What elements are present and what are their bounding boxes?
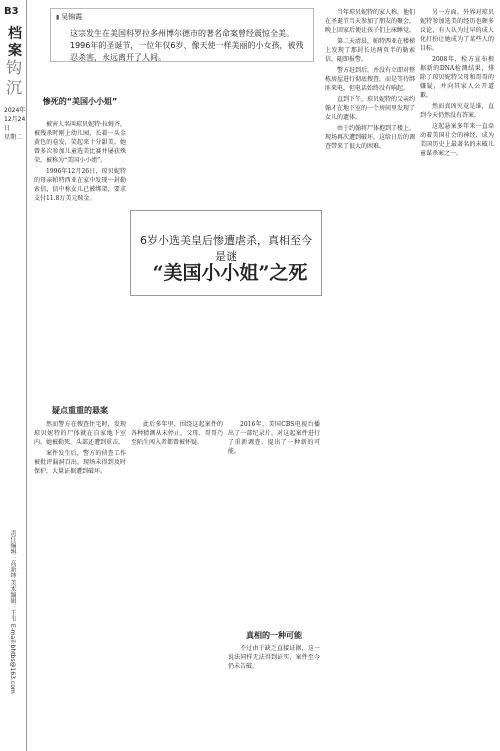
paragraph: 当年琼贝妮特的家人称，他们在圣诞节当天参加了朋友的聚会，晚上回家后便让孩子们上床睡觉。 [325,9,415,34]
headline-title: “美国小小姐”之死 [152,262,308,284]
headline-subtitle: 6岁小选美皇后惨遭虐杀，真相至今是谜 [140,234,312,263]
article-column-2 [131,420,223,744]
paragraph: 不过由于缺乏直接证据，这一说法同样无法得到证实，案件至今仍未告破。 [228,645,320,670]
paragraph: 然而警方在搜查住宅时，发现琼贝妮特的尸体就在自家地下室内，她被勒死，头部还遭到重击。 [34,421,126,446]
date-day: 12月24日 [4,116,26,132]
section-subname: 钩沉 [6,58,23,97]
paragraph: 警方赶到后，并没有立即对整栋房屋进行彻底搜查，而是等待绑匪来电，但电话始终没有响起。 [325,67,415,92]
section-name: 档案 [8,26,22,59]
article-column-1b [34,420,126,744]
article-column-1 [34,120,126,298]
article-column-3b [228,644,320,744]
section3-heading: 真相的一种可能 [246,631,302,640]
paragraph: 直到下午，琼贝妮特的父亲约翰才在地下室的一个房间里发现了女儿的遗体。 [325,96,415,121]
paragraph: 第二天清晨，帕特西亚在楼梯上发现了那封长达两页半的勒索信，随即报警。 [325,38,415,63]
paragraph: 此后多年里，围绕这起案件的各种猜测从未停止，父母、哥哥乃至陌生闯入者都曾被怀疑。 [131,421,223,446]
paragraph: 2016年，美国CBS电视台播出了一部纪录片，对这起案件进行了重新调查，提出了一种新的可能。 [228,421,320,455]
paragraph: 2008年，检方宣布根据新的DNA检测结果，排除了琼贝妮特父母和哥哥的嫌疑，并向其家人公开道歉。 [420,56,494,99]
paragraph: 被害人名叫琼贝妮特·拉姆齐，被残杀时刚上幼儿园，长着一头金黄色的卷发，笑起来十分甜美。她曾多次参加儿童选美比赛并屡获殊荣，被称为“美国小小姐”。 [34,121,126,164]
paragraph: 案件发生后，警方的侦查工作被批评漏洞百出，现场未得到及时保护，大量证据遭到破坏。 [34,450,126,475]
lead-paragraph: 这宗发生在美国科罗拉多州博尔德市的著名命案曾经震惊全美。1996年的圣诞节，一位年仅6岁、像天使一样美丽的小女孩，被残忍杀害，永远离开了人间。 [70,29,304,62]
date-year: 2024年 [4,107,26,114]
section2-heading: 疑点重重的悬案 [52,406,108,415]
author-byline: ▮ 吴锦霞 [56,12,82,22]
paragraph: 然而真凶究竟是谁，直到今天仍然没有答案。 [420,103,494,119]
article-column-5 [420,8,494,744]
issue-date [4,106,26,142]
paragraph: 另一方面，外界对琼贝妮特参加选美的经历也颇多议论，有人认为过早的成人化打扮让她成为了某些人的目标。 [420,9,494,52]
paragraph: 1996年12月26日，琼贝妮特的母亲帕特西亚在家中发现一封勒索信，信中称女儿已被绑架，要求支付11.8万美元赎金。 [34,168,126,202]
paragraph: 这起悬案多年来一直牵动着美国社会的神经，成为美国历史上最著名的未破儿童谋杀案之一。 [420,123,494,157]
section1-heading: 惨死的“美国小小姐” [42,97,118,106]
paragraph: 由于约翰将尸体抱到了楼上，现场再次遭到破坏，这给日后的调查带来了很大的困难。 [325,125,415,150]
page-number: B3 [4,6,19,17]
page-margin [0,0,27,751]
date-weekday: 星期二 [4,134,23,141]
editor-credits: 责任编辑：高新坤 美术编辑：王韦 E-mail:bhtbs@163.com [9,530,16,694]
article-column-4 [325,8,415,744]
